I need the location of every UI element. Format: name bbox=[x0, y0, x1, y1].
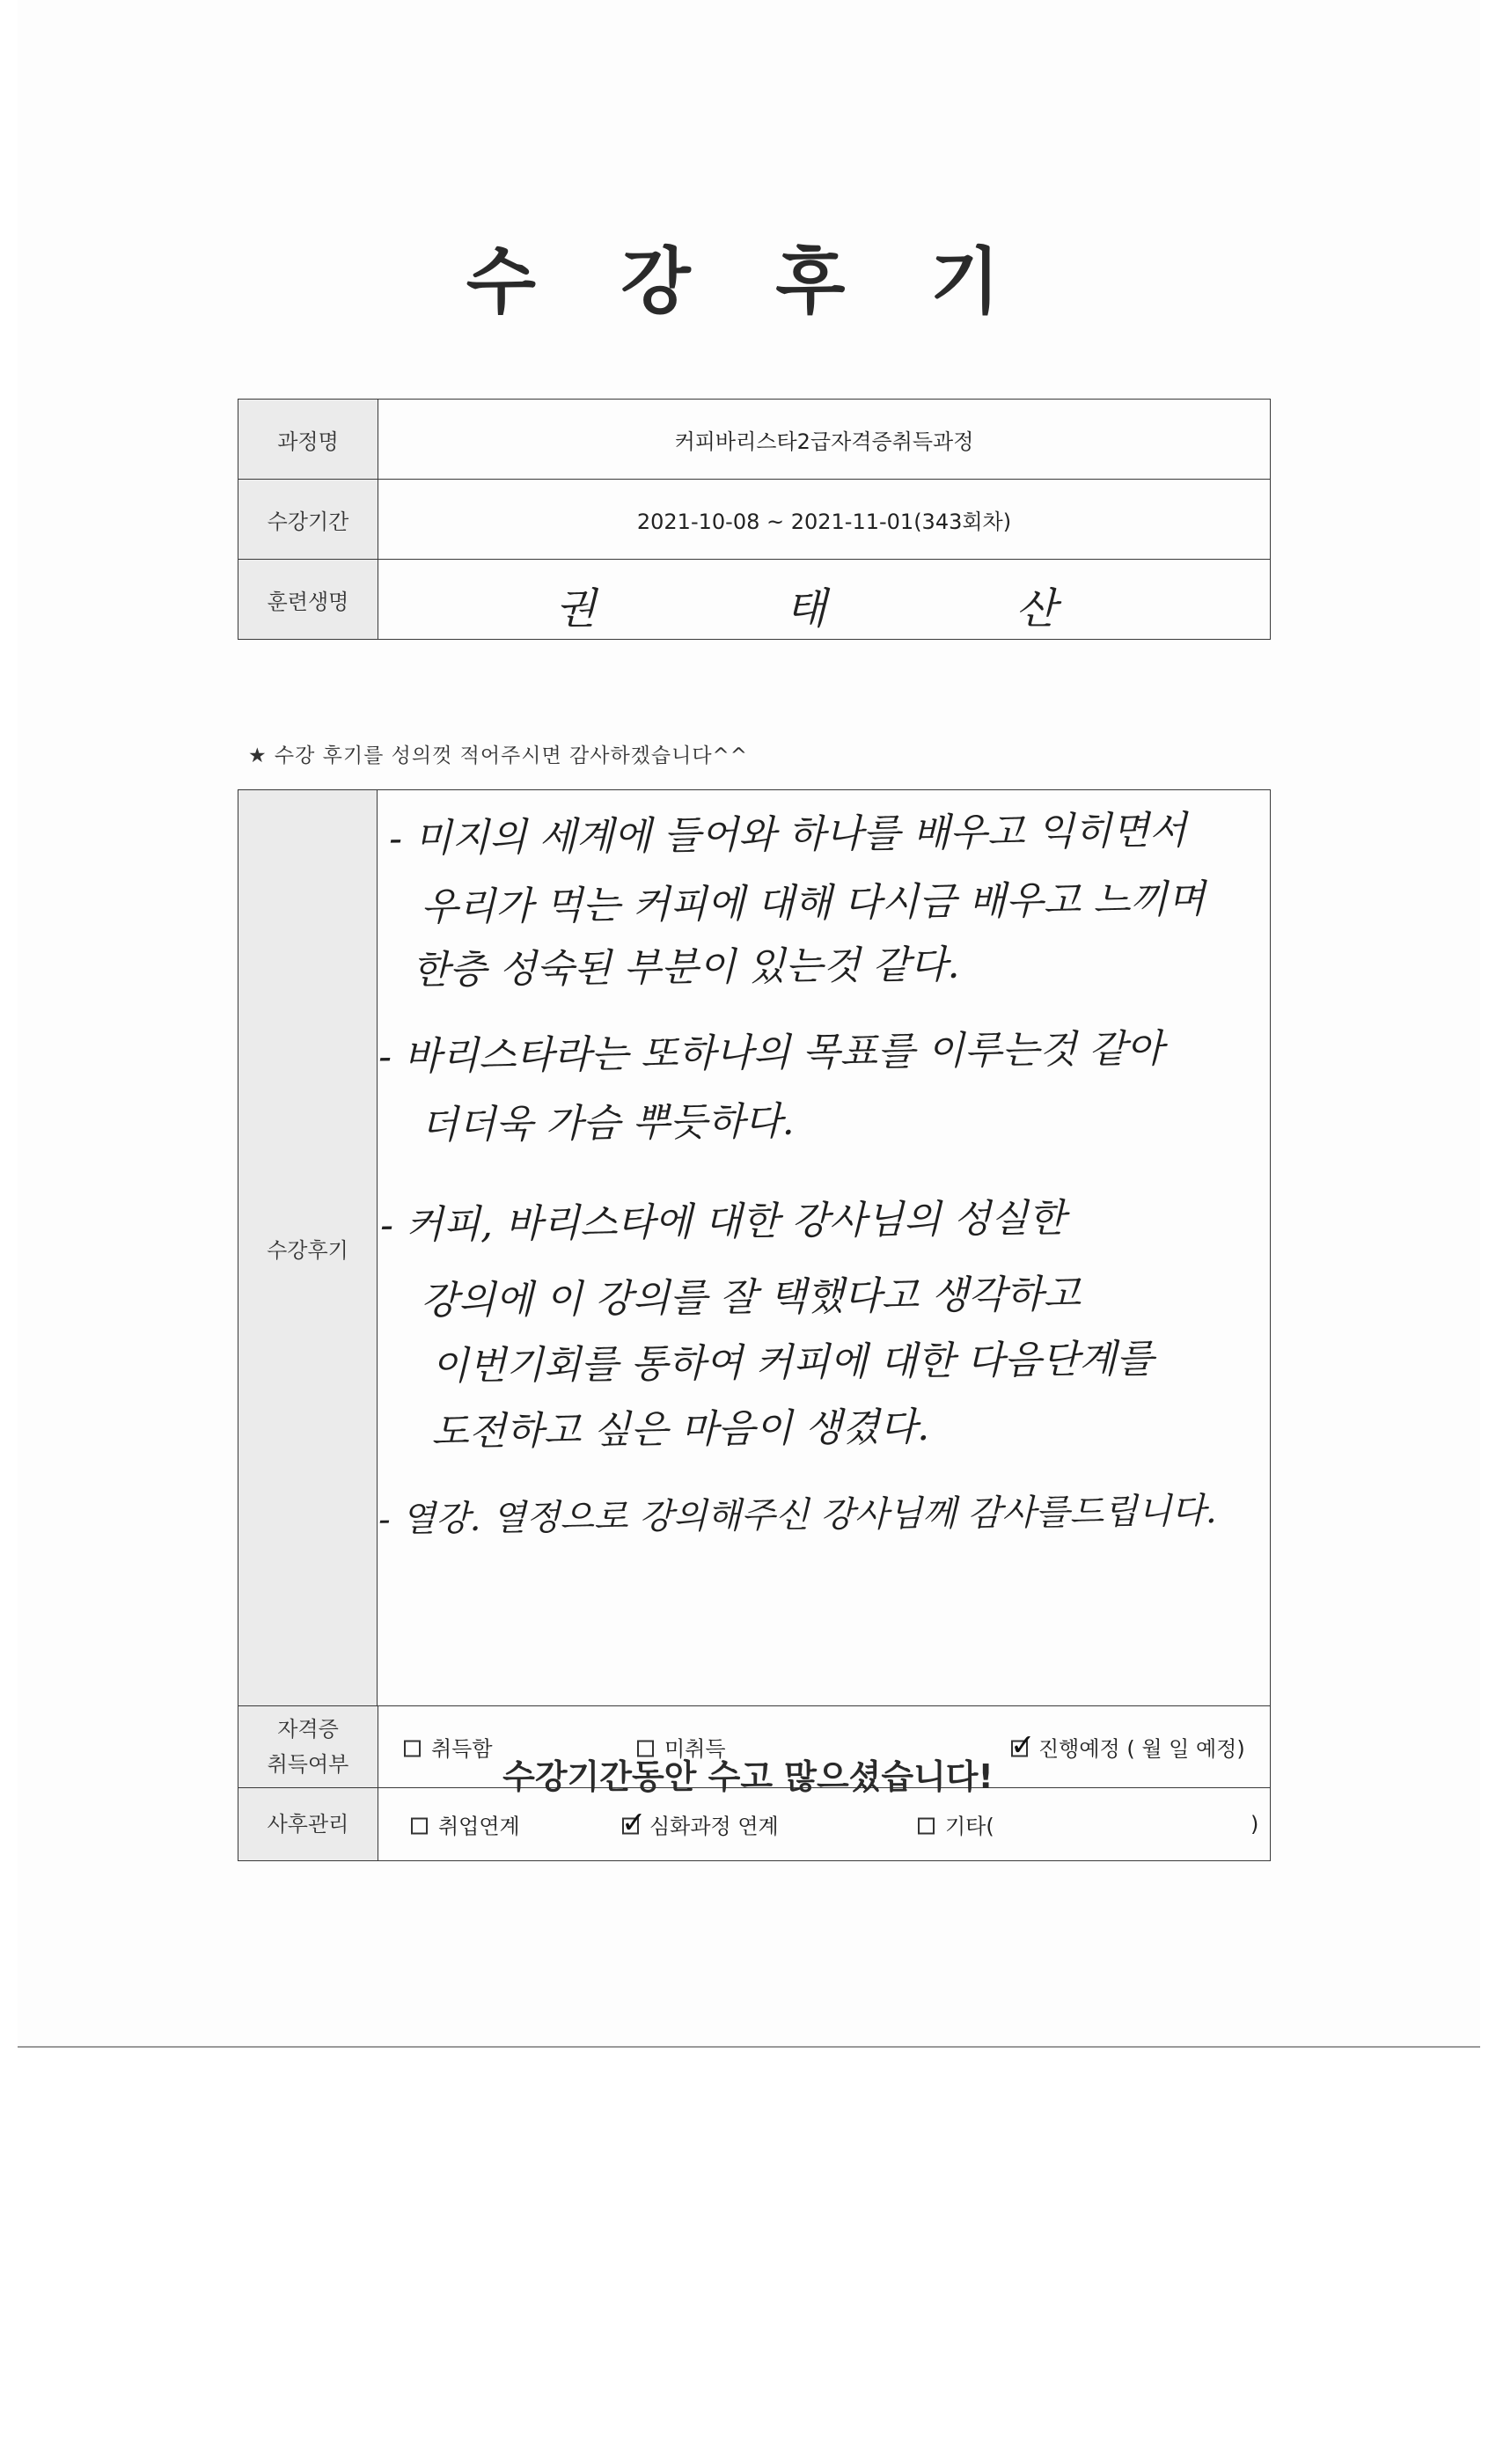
course-label: 과정명 bbox=[238, 400, 378, 480]
period-label: 수강기간 bbox=[238, 480, 378, 560]
checkbox-icon[interactable] bbox=[411, 1818, 428, 1835]
checkbox-icon[interactable] bbox=[918, 1818, 935, 1835]
followup-option-advanced-label: 심화과정 연계 bbox=[649, 1814, 779, 1839]
followup-option-advanced[interactable] bbox=[621, 1805, 779, 1841]
review-line: 도전하고 싶은 마음이 생겼다. bbox=[430, 1404, 930, 1455]
review-line: 강의에 이 강의를 잘 택했다고 생각하고 bbox=[420, 1272, 1082, 1324]
cert-option-not-acquired-label: 미취득 bbox=[664, 1736, 726, 1762]
course-info-table bbox=[238, 399, 1271, 640]
review-label: 수강후기 bbox=[238, 790, 378, 1705]
trainee-name: 권 태 산 bbox=[555, 584, 1145, 634]
review-line: - 커피, 바리스타에 대한 강사님의 성실한 bbox=[379, 1195, 1067, 1249]
review-line: 이번기회를 통하여 커피에 대한 다음단계를 bbox=[430, 1336, 1155, 1390]
trainee-label: 훈련생명 bbox=[238, 560, 378, 640]
review-line: - 열강. 열정으로 강의해주신 강사님께 감사를드립니다. bbox=[378, 1491, 1217, 1540]
trainee-name-cell bbox=[378, 560, 1271, 640]
review-line: - 미지의 세계에 들어와 하나를 배우고 익히면서 bbox=[388, 808, 1187, 862]
trainee-signature bbox=[379, 561, 1269, 638]
checkmark-icon: ✓ bbox=[1010, 1727, 1036, 1764]
followup-row bbox=[238, 1788, 1271, 1861]
cert-label-line1: 자격증 bbox=[277, 1717, 339, 1742]
cert-label-line2: 취득여부 bbox=[267, 1752, 349, 1777]
review-line: 우리가 먹는 커피에 대해 다시금 배우고 느끼며 bbox=[420, 876, 1206, 930]
course-name: 커피바리스타2급자격증취득과정 bbox=[378, 400, 1271, 480]
review-line: - 바리스타라는 또하나의 목표를 이루는것 같아 bbox=[378, 1026, 1164, 1080]
followup-option-other-close: ) bbox=[1250, 1812, 1259, 1837]
cert-option-acquired-label: 취득함 bbox=[431, 1736, 493, 1762]
review-line: 한층 성숙된 부분이 있는것 같다. bbox=[411, 942, 960, 994]
document-title: 수 강 후 기 bbox=[466, 240, 1030, 324]
followup-option-employment[interactable] bbox=[411, 1809, 520, 1840]
closing-message: 수강기간동안 수고 많으셨습니다! bbox=[502, 1757, 994, 1796]
period-value: 2021-10-08 ~ 2021-11-01(343회차) bbox=[378, 480, 1271, 560]
followup-label: 사후관리 bbox=[238, 1788, 378, 1861]
checkbox-icon[interactable] bbox=[621, 1805, 647, 1841]
followup-option-employment-label: 취업연계 bbox=[438, 1814, 520, 1839]
followup-options bbox=[378, 1788, 1271, 1861]
checkmark-icon: ✓ bbox=[621, 1805, 647, 1841]
review-line: 더더욱 가슴 뿌듯하다. bbox=[420, 1098, 795, 1148]
period-row bbox=[238, 480, 1271, 560]
trainee-row bbox=[238, 560, 1271, 640]
followup-option-other-label: 기타( bbox=[945, 1814, 994, 1839]
course-row bbox=[238, 400, 1271, 480]
followup-option-other[interactable] bbox=[918, 1809, 994, 1840]
notice-text: ★ 수강 후기를 성의껏 적어주시면 감사하겠습니다^^ bbox=[248, 744, 749, 767]
cert-option-planned-label: 진행예정 ( 월 일 예정) bbox=[1038, 1736, 1245, 1762]
